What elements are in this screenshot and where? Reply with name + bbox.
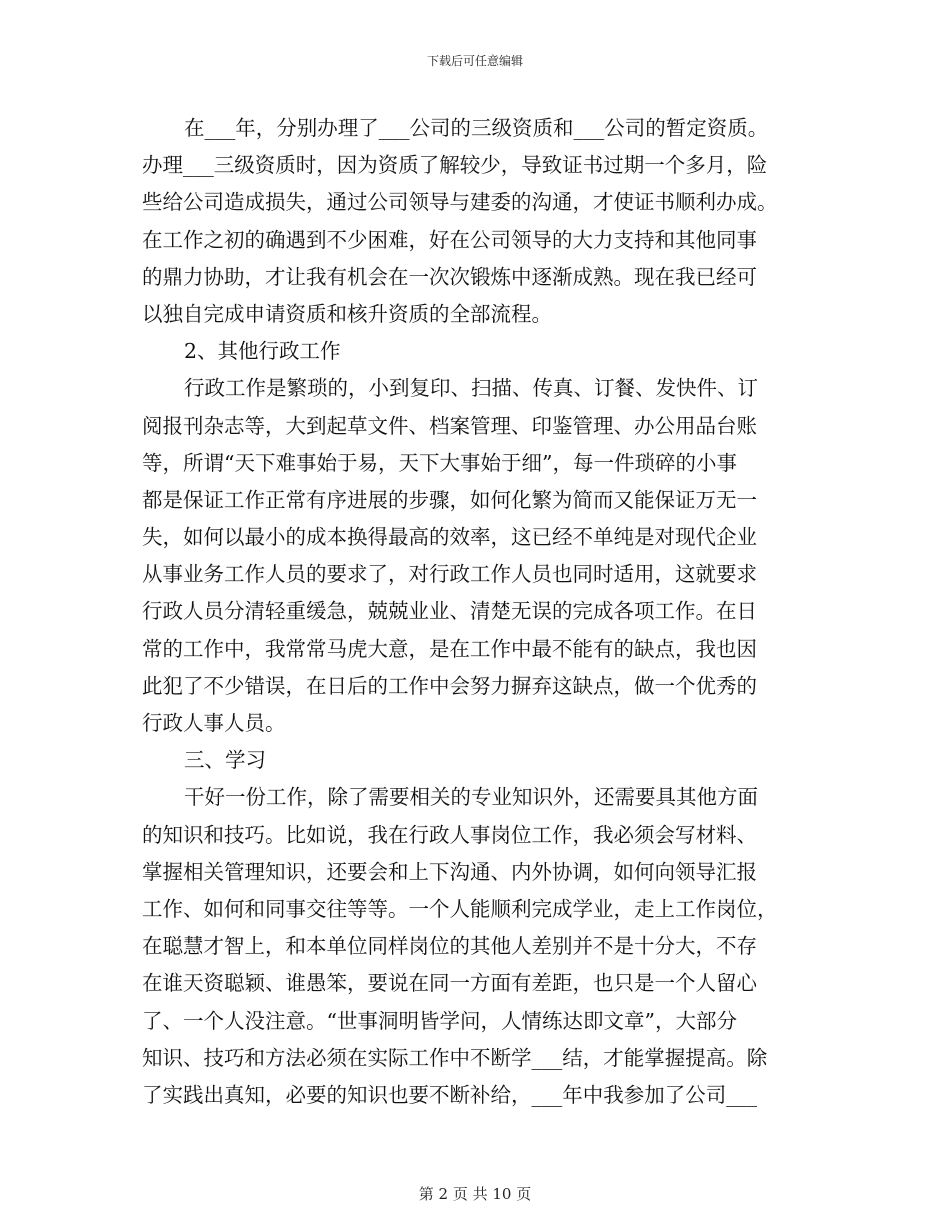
text-line: 行政人员分清轻重缓急，兢兢业业、清楚无误的完成各项工作。在日 — [142, 599, 757, 624]
text-line: 三、学习 — [184, 748, 266, 773]
text-line: 干好一份工作，除了需要相关的专业知识外，还需要具其他方面 — [184, 785, 758, 810]
text-line: 在谁天资聪颖、谁愚笨，要说在同一方面有差距，也只是一个人留心 — [142, 971, 757, 996]
text-line: 知识、技巧和方法必须在实际工作中不断学___结，才能掌握提高。除 — [142, 1045, 768, 1070]
text-line: 在工作之初的确遇到不少困难，好在公司领导的大力支持和其他同事 — [142, 227, 757, 252]
text-line: 了实践出真知，必要的知识也要不断补给，___年中我参加了公司___ — [142, 1082, 757, 1107]
text-line: 在聪慧才智上，和本单位同样岗位的其他人差别并不是十分大，不存 — [142, 934, 757, 959]
text-line: 等，所谓“天下难事始于易，天下大事始于细”，每一件琐碎的小事 — [142, 450, 737, 475]
document-body — [142, 110, 808, 1114]
text-line: 掌握相关管理知识，还要会和上下沟通、内外协调，如何向领导汇报 — [142, 859, 757, 884]
text-line: 常的工作中，我常常马虎大意，是在工作中最不能有的缺点，我也因 — [142, 636, 757, 661]
text-line: 行政工作是繁琐的，小到复印、扫描、传真、订餐、发快件、订 — [184, 376, 758, 401]
text-line: 了、一个人没注意。“世事洞明皆学问，人情练达即文章”，大部分 — [142, 1008, 737, 1033]
text-line: 些给公司造成损失，通过公司领导与建委的沟通，才使证书顺利办成。 — [142, 190, 778, 215]
text-line: 工作、如何和同事交往等等。一个人能顺利完成学业，走上工作岗位， — [142, 896, 778, 921]
text-line: 在___年，分别办理了___公司的三级资质和___公司的暂定资质。 — [184, 116, 769, 140]
text-line: 从事业务工作人员的要求了，对行政工作人员也同时适用，这就要求 — [142, 562, 757, 587]
text-line: 的鼎力协助，才让我有机会在一次次锻炼中逐渐成熟。现在我已经可 — [142, 264, 757, 289]
text-line: 阅报刊杂志等，大到起草文件、档案管理、印鉴管理、办公用品台账 — [142, 413, 757, 438]
text-line: 以独自完成申请资质和核升资质的全部流程。 — [142, 301, 552, 326]
text-line: 此犯了不少错误，在日后的工作中会努力摒弃这缺点，做一个优秀的 — [142, 673, 757, 698]
page-header: 下载后可任意编辑 — [426, 54, 523, 68]
text-line: 的知识和技巧。比如说，我在行政人事岗位工作，我必须会写材料、 — [142, 822, 757, 847]
text-line: 办理___三级资质时，因为资质了解较少，导致证书过期一个多月，险 — [142, 153, 768, 178]
text-line: 2、其他行政工作 — [184, 339, 341, 364]
text-line: 都是保证工作正常有序进展的步骤，如何化繁为简而又能保证万无一 — [142, 487, 757, 512]
page-footer: 第 2 页 共 10 页 — [418, 1185, 532, 1203]
text-line: 行政人事人员。 — [142, 711, 286, 735]
text-line: 失，如何以最小的成本换得最高的效率，这已经不单纯是对现代企业 — [142, 525, 757, 550]
